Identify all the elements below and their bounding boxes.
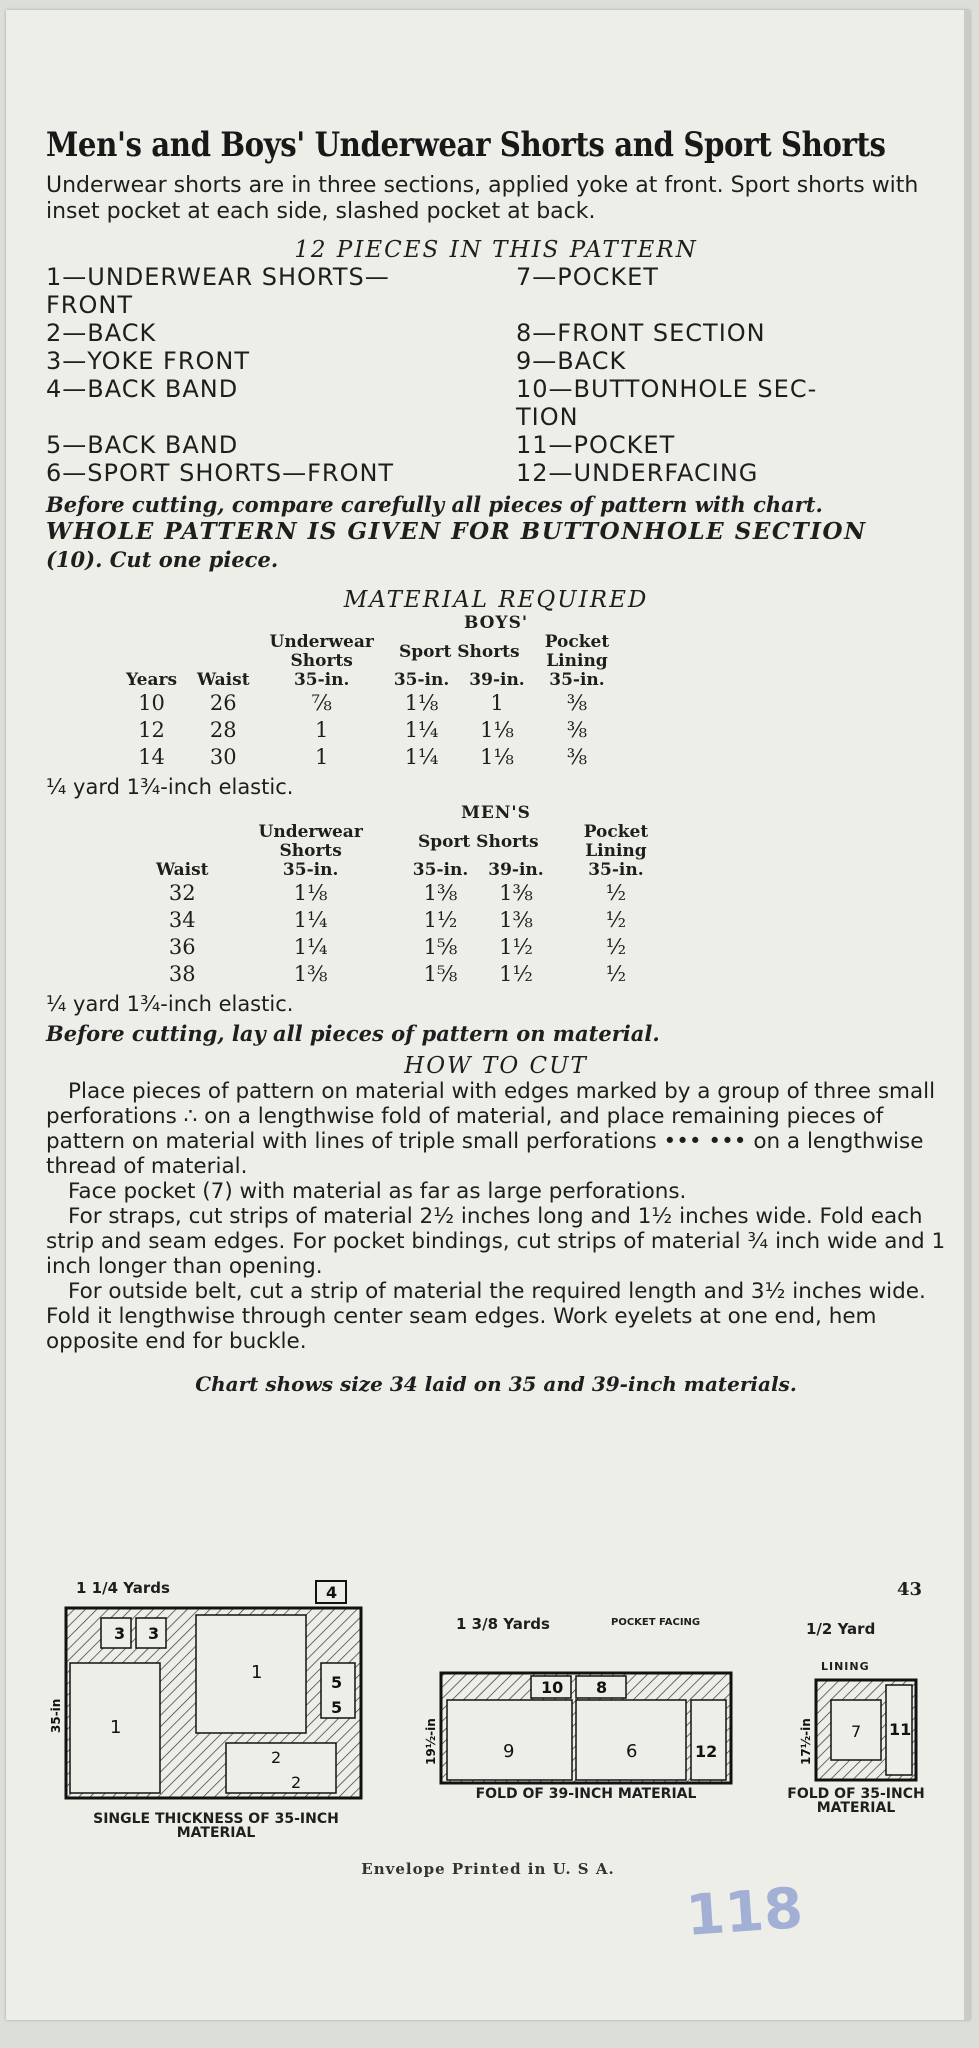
- envelope-footer: Envelope Printed in U. S A.: [361, 1860, 615, 1878]
- cut-one-note: (10). Cut one piece.: [46, 547, 279, 572]
- how-to-cut-heading: HOW TO CUT: [404, 1053, 588, 1079]
- diagram-2-layout: [391, 1670, 741, 1800]
- table-cell: 14: [138, 745, 165, 769]
- svg-text:11: 11: [889, 1720, 912, 1739]
- mens-material-table: [146, 823, 678, 988]
- header-35-in: 35-in.: [393, 670, 450, 690]
- diagram-3-note: LINING: [821, 1660, 870, 1673]
- piece-item: 3—YOKE FRONT: [46, 347, 251, 375]
- page-edge: [964, 10, 970, 2020]
- svg-text:10: 10: [541, 1678, 564, 1697]
- table-cell: ½: [605, 908, 627, 932]
- table-cell: 1½: [423, 908, 458, 932]
- table-cell: 1¼: [293, 935, 328, 959]
- boys-elastic-note: ¼ yard 1¾-inch elastic.: [46, 775, 294, 799]
- header-waist: Waist: [156, 860, 209, 880]
- table-cell: 26: [209, 691, 237, 715]
- table-row: [116, 744, 619, 771]
- header-39-in: 39-in.: [488, 860, 544, 880]
- svg-text:35-in: 35-in: [49, 1698, 63, 1733]
- piece-item: 12—UNDERFACING: [516, 459, 759, 487]
- table-cell: 1: [315, 718, 329, 742]
- svg-text:3: 3: [114, 1624, 126, 1643]
- svg-text:1: 1: [110, 1717, 122, 1738]
- table-row: [116, 690, 619, 717]
- table-cell: 30: [209, 745, 237, 769]
- table-cell: 1½: [499, 935, 533, 959]
- how-to-cut-paragraph: Place pieces of pattern on material with edges marked by a group of three small perforations ∴ on a lengthwise fold of material, and place remaining pieces of pattern on material with lines of triple small perforations ••• ••• on a lengthwise thread of material.: [46, 1079, 936, 1179]
- piece-item: 4—BACK BAND: [46, 375, 239, 403]
- table-cell: 1⅛: [480, 745, 514, 769]
- diagram-2-label: FOLD OF 39-INCH MATERIAL: [475, 1786, 697, 1802]
- svg-text:5: 5: [331, 1673, 343, 1692]
- header-underwear: Underwear Shorts 35-in.: [269, 632, 374, 690]
- table-row: [146, 934, 678, 961]
- header-waist: Waist: [197, 670, 250, 690]
- table-cell: 1⅛: [293, 881, 328, 905]
- table-cell: 1: [315, 745, 329, 769]
- intro-text: Underwear shorts are in three sections, applied yoke at front. Sport shorts with inset pocket at each side, slashed pocket at back.: [46, 173, 919, 224]
- table-cell: ½: [605, 881, 627, 905]
- table-cell: 34: [168, 908, 196, 932]
- table-cell: 1⅜: [499, 908, 533, 932]
- piece-item: 5—BACK BAND: [46, 431, 239, 459]
- svg-text:6: 6: [626, 1741, 638, 1762]
- svg-text:1: 1: [251, 1662, 263, 1683]
- table-cell: 38: [168, 962, 196, 986]
- how-to-cut-paragraph: Face pocket (7) with material as far as large perforations.: [68, 1179, 687, 1204]
- table-row: [146, 880, 678, 907]
- before-cutting-note: Before cutting, compare carefully all pieces of pattern with chart.: [46, 492, 823, 517]
- table-row: [146, 961, 678, 988]
- piece-item: 2—BACK: [46, 319, 157, 347]
- header-pocket-lining: Pocket Lining 35-in.: [544, 632, 610, 690]
- piece-item: 8—FRONT SECTION: [516, 319, 766, 347]
- svg-text:19½-in: 19½-in: [424, 1718, 438, 1765]
- header-years: Years: [126, 670, 178, 690]
- mens-label: MEN'S: [461, 803, 531, 823]
- diagram-2-yards: 1 3/8 Yards: [456, 1615, 550, 1633]
- table-cell: 10: [138, 691, 165, 715]
- table-cell: 1⅜: [293, 962, 328, 986]
- material-heading: MATERIAL REQUIRED: [343, 587, 649, 613]
- header-pocket-lining: Pocket Lining 35-in.: [583, 822, 649, 880]
- piece-item: 9—BACK: [516, 347, 627, 375]
- header-sport-shorts: Sport Shorts: [417, 831, 539, 852]
- table-cell: 28: [209, 718, 237, 742]
- ink-stamp: 118: [683, 1876, 806, 1949]
- table-cell: ½: [605, 962, 627, 986]
- table-cell: 12: [138, 718, 165, 742]
- table-cell: ⅜: [566, 718, 588, 742]
- pieces-list: [46, 263, 946, 487]
- piece-item: 6—SPORT SHORTS—FRONT: [46, 459, 395, 487]
- svg-text:5: 5: [331, 1698, 343, 1717]
- svg-text:12: 12: [695, 1742, 718, 1761]
- diagram-1-yards: 1 1/4 Yards: [76, 1579, 170, 1597]
- piece-item: 1—UNDERWEAR SHORTS— FRONT: [46, 263, 390, 319]
- table-cell: 1⅛: [404, 691, 439, 715]
- cutting-layout-diagrams: [46, 1575, 946, 1865]
- table-row: [116, 717, 619, 744]
- how-to-cut-paragraph: For outside belt, cut a strip of material the required length and 3½ inches wide. Fold it lengthwise through center seam edges. Work eyelets at one end, hem opposite end for buckle.: [46, 1279, 926, 1354]
- svg-text:8: 8: [596, 1678, 608, 1697]
- header-underwear: Underwear Shorts 35-in.: [258, 822, 363, 880]
- header-39-in: 39-in.: [469, 670, 525, 690]
- table-cell: 36: [168, 935, 196, 959]
- svg-text:3: 3: [148, 1624, 160, 1643]
- boys-label: BOYS': [463, 613, 529, 633]
- boys-material-table: [116, 633, 619, 771]
- table-cell: 1⅝: [423, 935, 458, 959]
- diagram-2-note: POCKET FACING: [611, 1617, 701, 1628]
- piece-item: 7—POCKET: [516, 263, 659, 291]
- diagram-1-label: SINGLE THICKNESS OF 35-INCH MATERIAL: [93, 1811, 339, 1841]
- diagram-3-layout: [776, 1675, 926, 1795]
- piece-item: 11—POCKET: [516, 431, 676, 459]
- pattern-envelope-back: [6, 10, 970, 2020]
- how-to-cut-paragraph: For straps, cut strips of material 2½ inches long and 1½ inches wide. Fold each strip and seam edges. For pocket bindings, cut strips of material ¾ inch wide and 1 inch longer than opening.: [46, 1204, 946, 1279]
- table-cell: 1⅜: [423, 881, 458, 905]
- table-cell: 1⅝: [423, 962, 458, 986]
- header-sport-shorts: Sport Shorts: [398, 641, 520, 662]
- mens-elastic-note: ¼ yard 1¾-inch elastic.: [46, 992, 294, 1016]
- table-cell: 1¼: [404, 745, 439, 769]
- diagram-3-yards: 1/2 Yard: [806, 1620, 876, 1638]
- header-35-in: 35-in.: [412, 860, 469, 880]
- svg-text:17½-in: 17½-in: [799, 1718, 813, 1765]
- table-cell: 1: [490, 691, 504, 715]
- svg-text:4: 4: [326, 1583, 338, 1602]
- table-row: [146, 907, 678, 934]
- svg-text:7: 7: [851, 1722, 862, 1741]
- table-cell: 1¼: [293, 908, 328, 932]
- diagram-3-label: FOLD OF 35-INCH MATERIAL: [787, 1786, 925, 1816]
- table-cell: ½: [605, 935, 627, 959]
- table-cell: 1½: [499, 962, 533, 986]
- table-cell: 1¼: [404, 718, 439, 742]
- before-cutting-note-2: Before cutting, lay all pieces of pattern on material.: [46, 1021, 660, 1046]
- piece-item: 10—BUTTONHOLE SEC- TION: [516, 375, 818, 431]
- page-number: 43: [896, 1579, 922, 1600]
- svg-text:2: 2: [271, 1748, 282, 1767]
- table-cell: 1⅛: [480, 718, 514, 742]
- svg-text:9: 9: [503, 1741, 515, 1762]
- whole-pattern-note: WHOLE PATTERN IS GIVEN FOR BUTTONHOLE SECTION: [46, 518, 867, 545]
- table-cell: ⅞: [311, 691, 332, 715]
- page-title: Men's and Boys' Underwear Shorts and Sport Shorts: [46, 125, 886, 165]
- pieces-heading: 12 PIECES IN THIS PATTERN: [294, 237, 698, 263]
- table-cell: 32: [168, 881, 196, 905]
- table-cell: ⅜: [566, 745, 588, 769]
- table-cell: ⅜: [566, 691, 588, 715]
- svg-text:2: 2: [291, 1773, 302, 1792]
- main-content: [46, 125, 946, 1396]
- table-cell: 1⅜: [499, 881, 533, 905]
- chart-caption: Chart shows size 34 laid on 35 and 39-inch materials.: [195, 1372, 797, 1396]
